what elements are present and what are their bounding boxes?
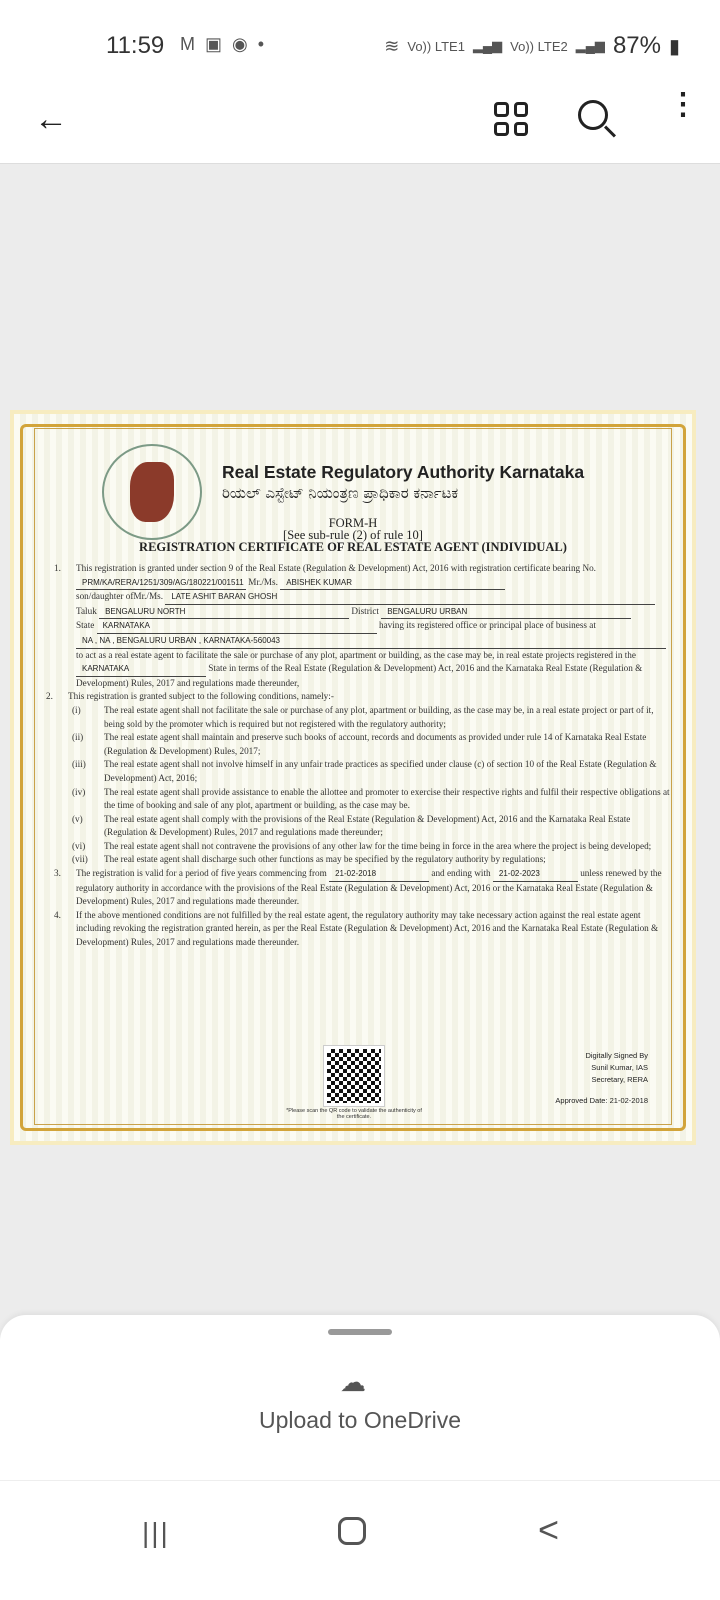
drag-handle[interactable] [328, 1329, 392, 1335]
condition-item: (iv) The real estate agent shall provide assistance to enable the allottee and promoter to exercise their respective rights and fulfil their respective obligations at the time of booking and sale of any plot, apartment or building, as the case may be. [72, 786, 670, 811]
battery-level: 87% [612, 32, 661, 59]
clause-1: 1. This registration is granted under section 9 of the Real Estate (Regulation & Development) Act, 2016 with registration certificate bearing No. PRM/KA/RERA/1251/309/AG/180221/001511 Mr./Ms. ABISHEK KUMAR son/daughter ofMr./Ms. LATE ASHIT BARAN GHOSH Taluk BENGALURU NORTH District BENGALURU URBAN State KARNATAKA having its registered office or principal place of business at NA , NA , BENGALURU URBAN , KARNATAKA-560043 to act as a real estate agent to facilitate the sale or purchase of any plot, apartment or building, as the case may be, in real estate projects registered in the KARNATAKA State in terms of the Real Estate (Regulation & Development) Act, 2016 and the Karnataka Real Estate (Regulation & Development) Rules, 2017 and regulations made thereunder, [54, 562, 674, 690]
condition-item: (v) The real estate agent shall comply with the provisions of the Real Estate (Regulation & Development) Act, 2016 and the Karnataka Real Estate (Regulation & Development) Rules, 2017 and regulations made thereunder; [72, 813, 631, 838]
form-label: FORM-H [328, 516, 378, 530]
digital-signature: Digitally Signed By Sunil Kumar, IAS Secretary, RERA [585, 1051, 648, 1084]
condition-item: (vii) The real estate agent shall discharge such other functions as may be specified by the regulatory authority by regulations; [72, 854, 546, 865]
dot-icon: • [257, 34, 265, 54]
grid-view-icon[interactable] [494, 102, 528, 136]
district: BENGALURU URBAN [381, 605, 631, 620]
sub-rule: [See sub-rule (2) of rule 10] [283, 528, 423, 542]
sim1-signal: Vo)) LTE1 [407, 38, 465, 54]
authority-name-en: Real Estate Regulatory Authority Karnataka [222, 462, 585, 482]
more-options-icon[interactable]: ⋮ [668, 88, 698, 121]
condition-item: (vi) The real estate agent shall not contravene the provisions of any other law for the time being in force in the area where the project is being developed; [72, 840, 652, 851]
certificate-image[interactable] [10, 410, 696, 1145]
cloud-upload-icon: ☁ [340, 1367, 366, 1397]
qr-code [324, 1046, 384, 1106]
signal-icon: ▂▄▆ [472, 38, 503, 53]
chrome-icon: ◉ [232, 34, 248, 54]
back-button[interactable]: < [538, 1509, 560, 1550]
parent-name: LATE ASHIT BARAN GHOSH [165, 590, 655, 605]
certificate-title: REGISTRATION CERTIFICATE OF REAL ESTATE AGENT (INDIVIDUAL) [139, 540, 567, 554]
clause-3: 3. The registration is valid for a period of five years commencing from 21-02-2018 and ending with 21-02-2023 unless renewed by the regulatory authority in accordance with the provisions of the Real Estate (Regulation & Development) Act, 2016 or the Karnataka Real Estate (Regulation & Development) Rules, 2017 and regulations made thereunder. [54, 868, 662, 907]
agent-name: ABISHEK KUMAR [280, 576, 505, 591]
app-icon: ▣ [205, 34, 223, 54]
registered-state: KARNATAKA [76, 662, 206, 677]
clause-4: 4. If the above mentioned conditions are not fulfilled by the real estate agent, the regulatory authority may take necessary action against the real estate agent including revoking the registration granted herein, as per the Real Estate (Regulation & Development) Act, 2016 and the Karnataka Real Estate (Regulation & Development) Rules, 2017 and regulations made thereunder. [54, 909, 659, 948]
signal-icon: ▂▄▆ [575, 38, 605, 53]
condition-item: (i) The real estate agent shall not facilitate the sale or purchase of any plot, apartment or building, as the case may be, in a real estate project or part of it, being sold by the promoter which is required but not registered with the regulatory authority; [72, 704, 654, 729]
authority-name-kn: ರಿಯಲ್ ಎಸ್ಟೇಟ್ ನಿಯಂತ್ರಣ ಪ್ರಾಧಿಕಾರ ಕರ್ನಾಟಕ [222, 484, 459, 502]
clause-2: 2. This registration is granted subject to the following conditions, namely:- [46, 691, 334, 702]
registration-number: PRM/KA/RERA/1251/309/AG/180221/001511 [76, 576, 246, 591]
approved-date: Approved Date: 21-02-2018 [555, 1096, 648, 1105]
wifi-icon: ≋ [384, 35, 400, 56]
gmail-icon: M [180, 34, 195, 54]
battery-icon: ▮ [668, 35, 680, 58]
clock: 11:59 [106, 32, 165, 59]
address: NA , NA , BENGALURU URBAN , KARNATAKA-560043 [76, 634, 666, 649]
certificate-body [46, 562, 674, 950]
taluk: BENGALURU NORTH [99, 605, 349, 620]
app-bar [0, 80, 720, 164]
end-date: 21-02-2023 [493, 867, 578, 882]
status-bar [0, 0, 720, 80]
sim2-signal: Vo)) LTE2 [510, 38, 568, 54]
recents-button[interactable]: ||| [142, 1517, 170, 1548]
start-date: 21-02-2018 [329, 867, 429, 882]
state: KARNATAKA [97, 619, 377, 634]
qr-note: *Please scan the QR code to validate the authenticity of the certificate. [286, 1108, 422, 1120]
navigation-bar [0, 1480, 720, 1600]
back-arrow-icon[interactable]: ← [34, 100, 68, 138]
bottom-sheet [0, 1315, 720, 1485]
home-button[interactable] [338, 1517, 366, 1545]
condition-item: (iii) The real estate agent shall not involve himself in any unfair trade practices as specified under clause (c) of section 10 of the Real Estate (Regulation & Development) Act, 2016; [72, 759, 657, 783]
search-icon[interactable] [578, 100, 608, 130]
upload-to-onedrive-button[interactable]: Upload to OneDrive [259, 1407, 461, 1433]
condition-item: (ii) The real estate agent shall maintain and preserve such books of account, records and documents as provided under rule 14 of Karnataka Real Estate (Regulation & Development) Rules, 2017; [72, 732, 647, 756]
